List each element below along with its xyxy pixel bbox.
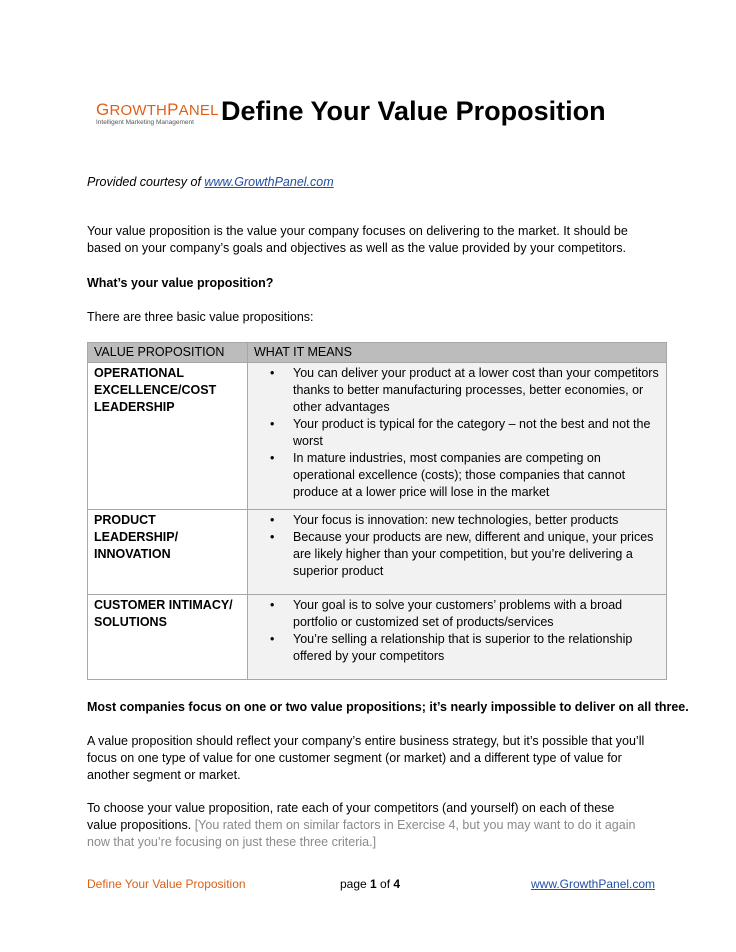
row-meaning (248, 595, 667, 680)
value-proposition-table (87, 342, 667, 680)
list-item: • You can deliver your product at a lower cost than your competitors thanks to better manufacturing processes, better economies, or other advantages (254, 365, 660, 416)
footer-page-number: page 1 of 4 (340, 877, 401, 891)
row-label: OPERATIONAL EXCELLENCE/COST LEADERSHIP (88, 363, 248, 510)
row-label: PRODUCT LEADERSHIP/ INNOVATION (88, 510, 248, 595)
logo-wordmark: GROWTHPANEL (96, 100, 219, 119)
list-item: • Your goal is to solve your customers’ problems with a broad portfolio or customized set of products/services (254, 597, 660, 631)
table-header-row (88, 343, 667, 363)
list-item: • You’re selling a relationship that is superior to the relationship offered by your competitors (254, 631, 660, 665)
footer-doc-title: Define Your Value Proposition (87, 877, 246, 891)
choose-paragraph: To choose your value proposition, rate each of your competitors (and yourself) on each of these value propositions. [You rated them on similar factors in Exercise 4, but you may want to do it again now that you’re focusing on just these three criteria.] (87, 801, 636, 849)
list-item: • Your product is typical for the category – not the best and not the worst (254, 416, 660, 450)
row-label: CUSTOMER INTIMACY/ SOLUTIONS (88, 595, 248, 680)
strategy-paragraph: A value proposition should reflect your company’s entire business strategy, but it’s possible that you’ll focus on one type of value for one customer segment (or market) and a different type of value for another segment or market. (87, 734, 645, 782)
three-basic-text: There are three basic value propositions: (87, 310, 314, 324)
header-what-it-means: WHAT IT MEANS (248, 343, 667, 363)
exercise-note: [You rated them on similar factors in Exercise 4, but you may want to do it again now that you’re focusing on just these three criteria.] (87, 818, 636, 849)
list-item: • In mature industries, most companies are competing on operational excellence (costs); those companies that cannot produce at a lower price will lose in the market (254, 450, 660, 501)
table-row (88, 595, 667, 680)
logo-tagline: Intelligent Marketing Management (96, 119, 194, 126)
footer-link[interactable]: www.GrowthPanel.com (531, 877, 656, 891)
courtesy-line: Provided courtesy of www.GrowthPanel.com (87, 175, 334, 189)
page-title: Define Your Value Proposition (221, 96, 606, 126)
table-row (88, 363, 667, 510)
row-meaning (248, 363, 667, 510)
most-companies-text: Most companies focus on one or two value propositions; it’s nearly impossible to deliver on all three. (87, 700, 689, 714)
growthpanel-link[interactable]: www.GrowthPanel.com (204, 175, 334, 189)
section-question: What’s your value proposition? (87, 276, 274, 290)
header-value-proposition: VALUE PROPOSITION (88, 343, 248, 363)
list-item: • Your focus is innovation: new technologies, better products (254, 512, 660, 529)
row-meaning (248, 510, 667, 595)
list-item: • Because your products are new, different and unique, your prices are likely higher than your competition, but you’re delivering a superior product (254, 529, 660, 580)
growthpanel-logo (96, 100, 219, 127)
table-row (88, 510, 667, 595)
intro-paragraph: Your value proposition is the value your company focuses on delivering to the market. It should be based on your company’s goals and objectives as well as the value provided by your competitors. (87, 224, 628, 255)
